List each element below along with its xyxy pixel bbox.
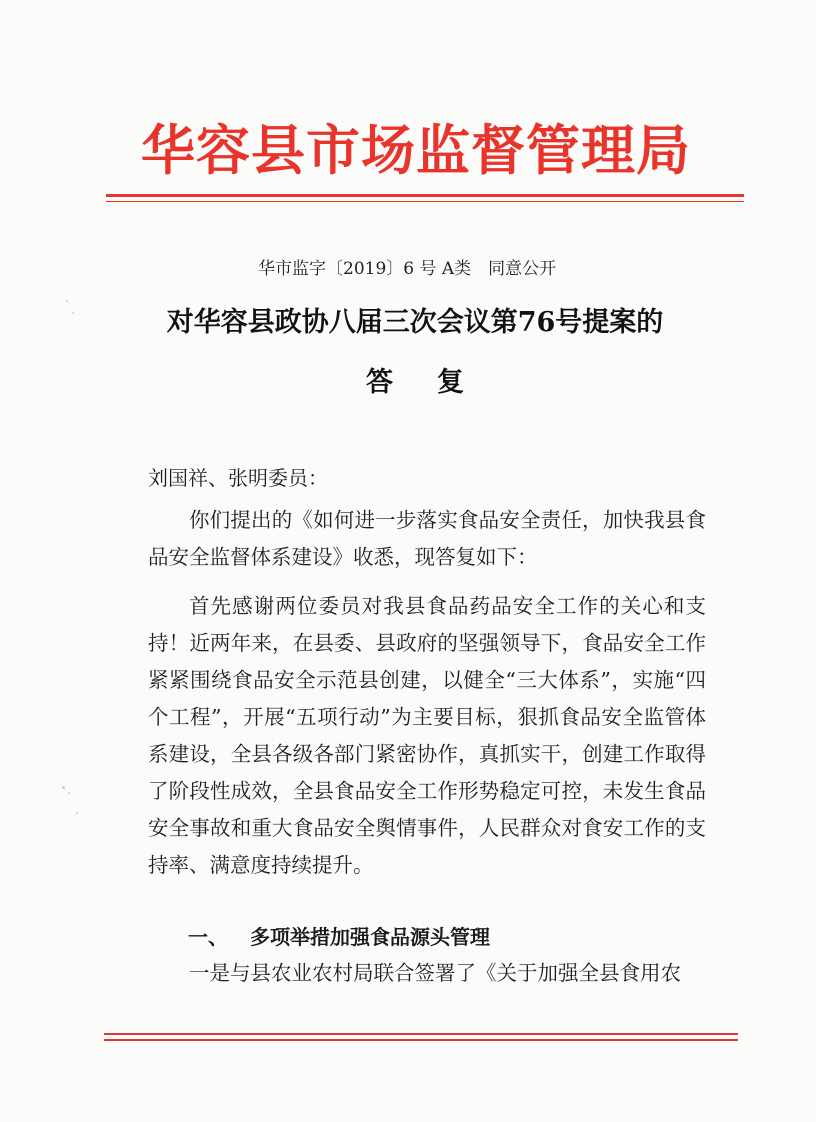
section-heading-1 — [188, 921, 490, 953]
document-title-line2: 答复 — [366, 367, 508, 398]
scan-speck — [62, 786, 65, 789]
footer-red-rule-thin — [104, 1039, 738, 1041]
document-title-line1: 对华容县政协八届三次会议第76号提案的 — [166, 307, 664, 338]
letterhead-red-rule-thick — [106, 194, 744, 197]
body-paragraph-2: 首先感谢两位委员对我县食品药品安全工作的关心和支持！近两年来，在县委、县政府的坚强领导下，食品安全工作紧紧围绕食品安全示范县创建，以健全“三大体系”，实施“四个工程”，开展“五项行动”为主要目标，狠抓食品安全监管体系建设，全县各级各部门紧密协作，真抓实干，创建工作取得了阶段性成效，全县食品安全工作形势稳定可控，未发生食品安全事故和重大食品安全舆情事件，人民群众对食安工作的支持率、满意度持续提升。 — [148, 594, 706, 877]
section-heading-title: 多项举措加强食品源头管理 — [250, 925, 490, 949]
salutation: 刘国祥、张明委员： — [148, 466, 328, 490]
document-number: 华市监字〔2019〕6 号 A类 同意公开 — [258, 259, 557, 279]
scan-speck — [72, 312, 74, 314]
scan-speck — [68, 792, 70, 794]
body-paragraph-1: 你们提出的《如何进一步落实食品安全责任，加快我县食品安全监督体系建设》收悉，现答复如下： — [148, 508, 706, 569]
scan-speck — [76, 812, 78, 814]
agency-letterhead-title: 华容县市场监督管理局 — [141, 118, 691, 182]
letterhead-red-rule-thin — [106, 201, 744, 202]
scan-speck — [66, 300, 68, 302]
body-paragraph-3: 一是与县农业农村局联合签署了《关于加强全县食用农 — [189, 961, 681, 985]
section-heading-number: 一、 — [188, 925, 228, 949]
footer-red-rule-thick — [104, 1033, 738, 1035]
